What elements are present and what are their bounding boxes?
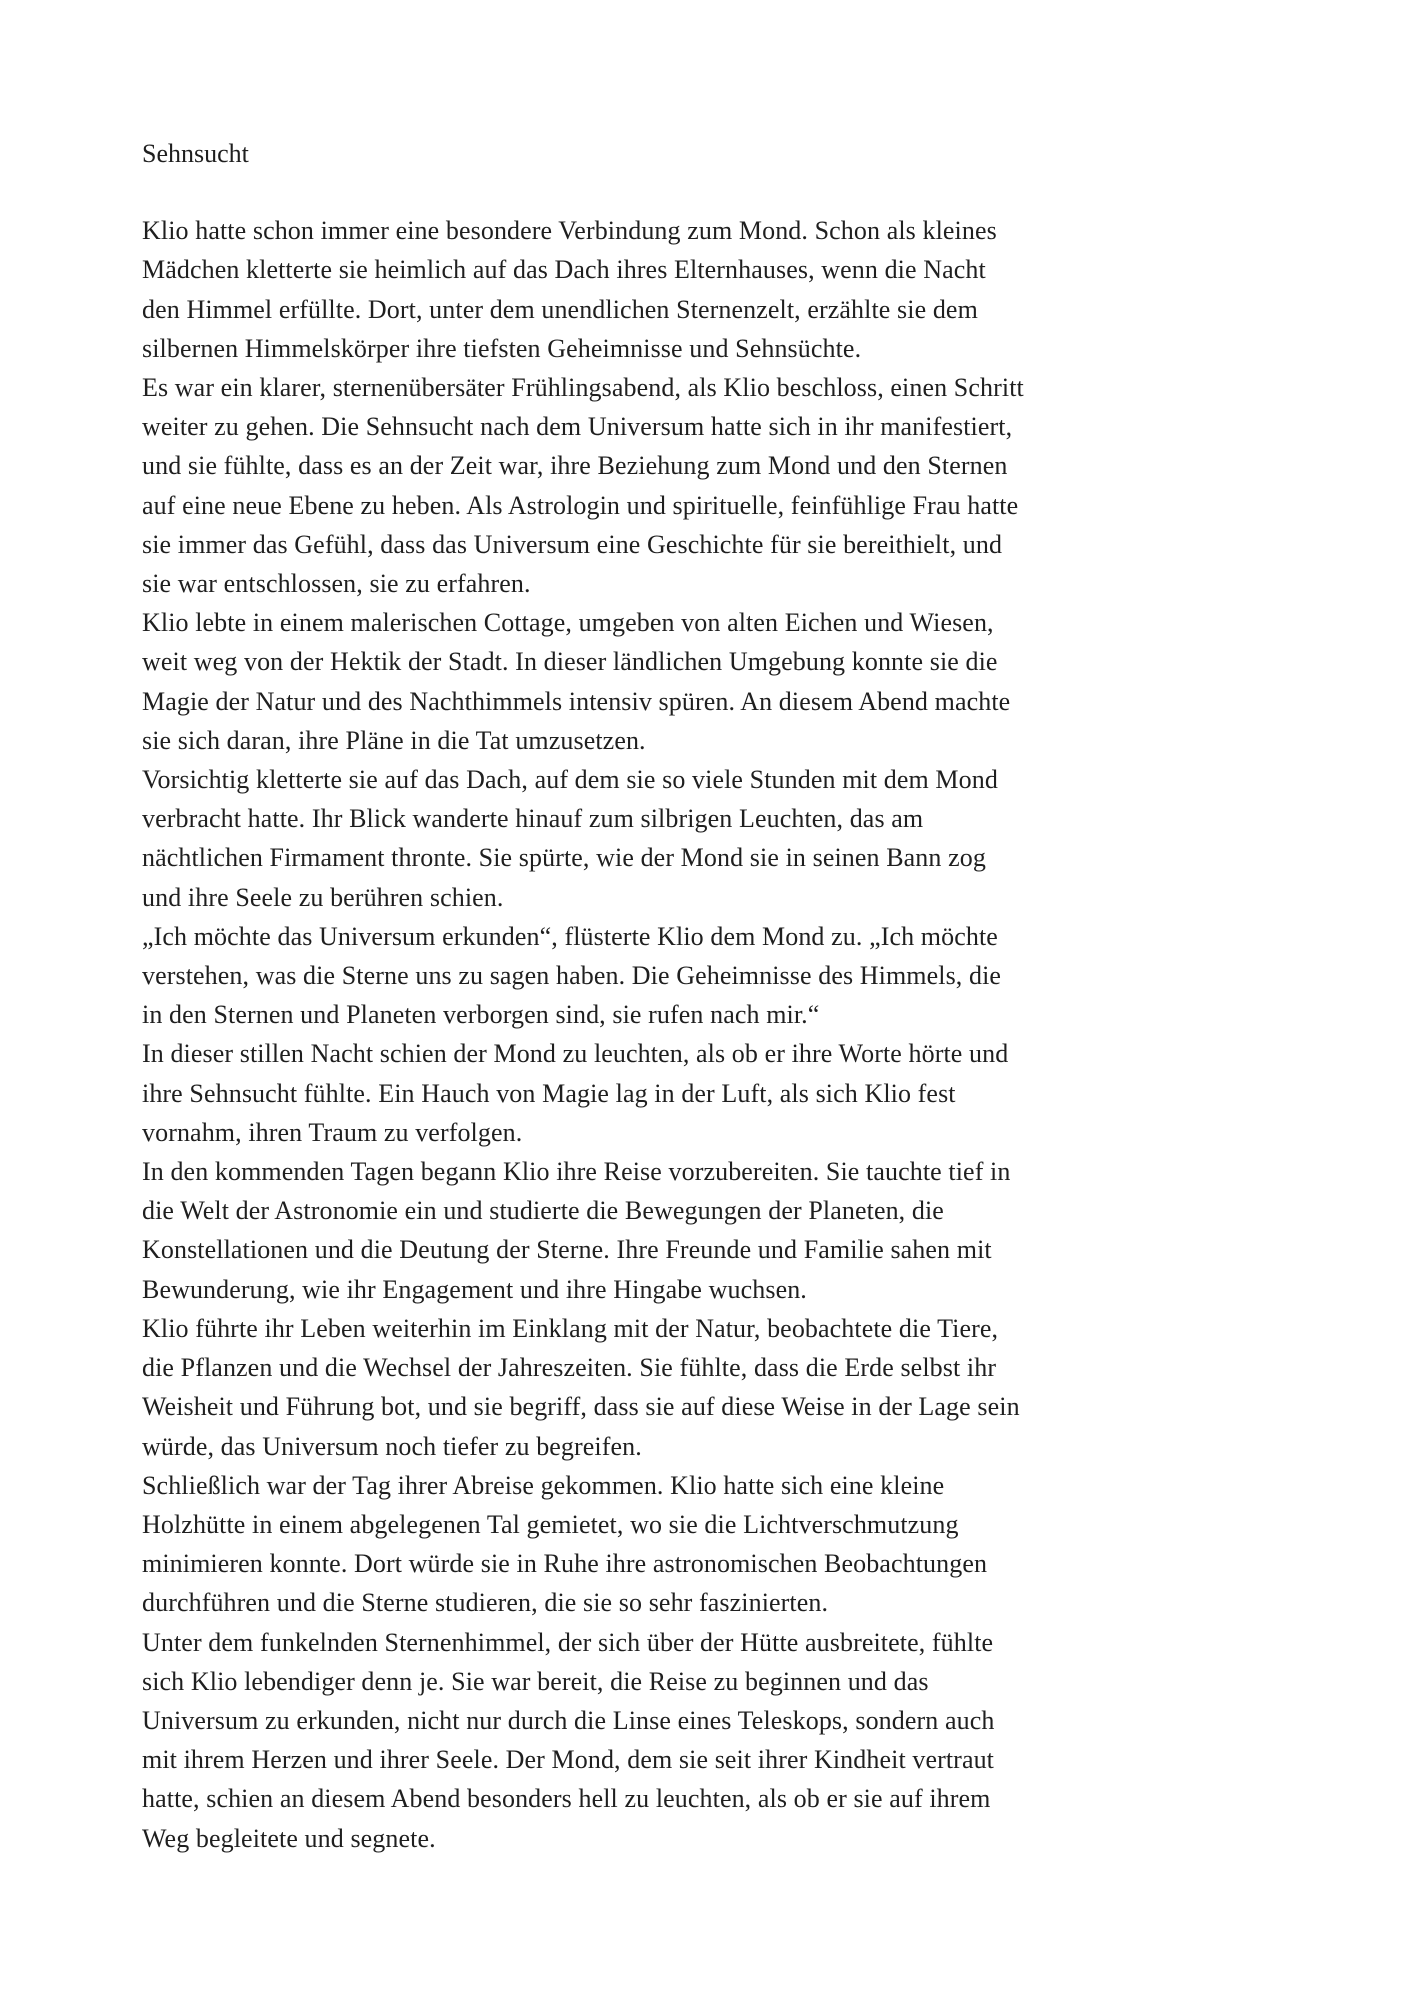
text-line: Weisheit und Führung bot, und sie begriff, dass sie auf diese Weise in der Lage sein [142, 1392, 1020, 1422]
paragraph [142, 1152, 1294, 1309]
paragraph [142, 1466, 1294, 1623]
text-line: in den Sternen und Planeten verborgen sind, sie rufen nach mir.“ [142, 1000, 820, 1030]
text-line: ihre Sehnsucht fühlte. Ein Hauch von Magie lag in der Luft, als sich Klio fest [142, 1078, 956, 1108]
text-line: Unter dem funkelnden Sternenhimmel, der sich über der Hütte ausbreitete, fühlte [142, 1627, 994, 1657]
paragraph [142, 603, 1294, 760]
text-line: hatte, schien an diesem Abend besonders hell zu leuchten, als ob er sie auf ihrem [142, 1784, 991, 1814]
text-line: Weg begleitete und segnete. [142, 1823, 436, 1853]
text-line: Klio führte ihr Leben weiterhin im Einklang mit der Natur, beobachtete die Tiere, [142, 1313, 999, 1343]
text-line: und sie fühlte, dass es an der Zeit war, ihre Beziehung zum Mond und den Sternen [142, 451, 1008, 481]
text-line: den Himmel erfüllte. Dort, unter dem unendlichen Sternenzelt, erzählte sie dem [142, 294, 978, 324]
text-line: Mädchen kletterte sie heimlich auf das Dach ihres Elternhauses, wenn die Nacht [142, 255, 986, 285]
paragraph [142, 1309, 1294, 1466]
text-line: „Ich möchte das Universum erkunden“, flüsterte Klio dem Mond zu. „Ich möchte [142, 921, 998, 951]
text-line: Konstellationen und die Deutung der Sterne. Ihre Freunde und Familie sahen mit [142, 1235, 992, 1265]
text-line: Universum zu erkunden, nicht nur durch die Linse eines Teleskops, sondern auch [142, 1705, 995, 1735]
paragraph [142, 1623, 1294, 1858]
text-line: Vorsichtig kletterte sie auf das Dach, auf dem sie so viele Stunden mit dem Mond [142, 765, 998, 795]
text-line: die Welt der Astronomie ein und studierte die Bewegungen der Planeten, die [142, 1196, 944, 1226]
text-line: sie immer das Gefühl, dass das Universum eine Geschichte für sie bereithielt, und [142, 529, 1003, 559]
text-line: und ihre Seele zu berühren schien. [142, 882, 504, 912]
text-line: In den kommenden Tagen begann Klio ihre Reise vorzubereiten. Sie tauchte tief in [142, 1157, 1011, 1187]
text-line: mit ihrem Herzen und ihrer Seele. Der Mond, dem sie seit ihrer Kindheit vertraut [142, 1745, 995, 1775]
paragraph [142, 368, 1294, 603]
text-line: minimieren konnte. Dort würde sie in Ruhe ihre astronomischen Beobachtungen [142, 1549, 988, 1579]
text-line: Klio lebte in einem malerischen Cottage, umgeben von alten Eichen und Wiesen, [142, 608, 994, 638]
text-line: Magie der Natur und des Nachthimmels intensiv spüren. An diesem Abend machte [142, 686, 1011, 716]
paragraph [142, 211, 1294, 368]
text-line: sie sich daran, ihre Pläne in die Tat umzusetzen. [142, 725, 646, 755]
text-line: die Pflanzen und die Wechsel der Jahreszeiten. Sie fühlte, dass die Erde selbst ihr [142, 1353, 997, 1383]
text-line: auf eine neue Ebene zu heben. Als Astrologin und spirituelle, feinfühlige Frau hatte [142, 490, 1019, 520]
paragraph [142, 917, 1294, 1035]
text-line: verbracht hatte. Ihr Blick wanderte hinauf zum silbrigen Leuchten, das am [142, 804, 924, 834]
text-line: nächtlichen Firmament thronte. Sie spürte, wie der Mond sie in seinen Bann zog [142, 843, 986, 873]
text-line: sie war entschlossen, sie zu erfahren. [142, 569, 531, 599]
text-line: vornahm, ihren Traum zu verfolgen. [142, 1117, 523, 1147]
text-line: verstehen, was die Sterne uns zu sagen haben. Die Geheimnisse des Himmels, die [142, 961, 1002, 991]
text-line: Bewunderung, wie ihr Engagement und ihre Hingabe wuchsen. [142, 1274, 807, 1304]
text-line: Es war ein klarer, sternenübersäter Frühlingsabend, als Klio beschloss, einen Schritt [142, 373, 1024, 403]
text-line: durchführen und die Sterne studieren, die sie so sehr faszinierten. [142, 1588, 829, 1618]
text-line: Klio hatte schon immer eine besondere Verbindung zum Mond. Schon als kleines [142, 216, 997, 246]
text-line: silbernen Himmelskörper ihre tiefsten Geheimnisse und Sehnsüchte. [142, 333, 862, 363]
document-body [142, 211, 1294, 1858]
document-title: Sehnsucht [142, 139, 249, 168]
text-line: Schließlich war der Tag ihrer Abreise gekommen. Klio hatte sich eine kleine [142, 1470, 945, 1500]
text-line: sich Klio lebendiger denn je. Sie war bereit, die Reise zu beginnen und das [142, 1666, 929, 1696]
text-line: weiter zu gehen. Die Sehnsucht nach dem Universum hatte sich in ihr manifestiert, [142, 412, 1013, 442]
paragraph [142, 1034, 1294, 1152]
text-line: In dieser stillen Nacht schien der Mond zu leuchten, als ob er ihre Worte hörte und [142, 1039, 1009, 1069]
text-line: Holzhütte in einem abgelegenen Tal gemietet, wo sie die Lichtverschmutzung [142, 1509, 959, 1539]
text-line: würde, das Universum noch tiefer zu begreifen. [142, 1431, 642, 1461]
paragraph [142, 760, 1294, 917]
text-line: weit weg von der Hektik der Stadt. In dieser ländlichen Umgebung konnte sie die [142, 647, 998, 677]
